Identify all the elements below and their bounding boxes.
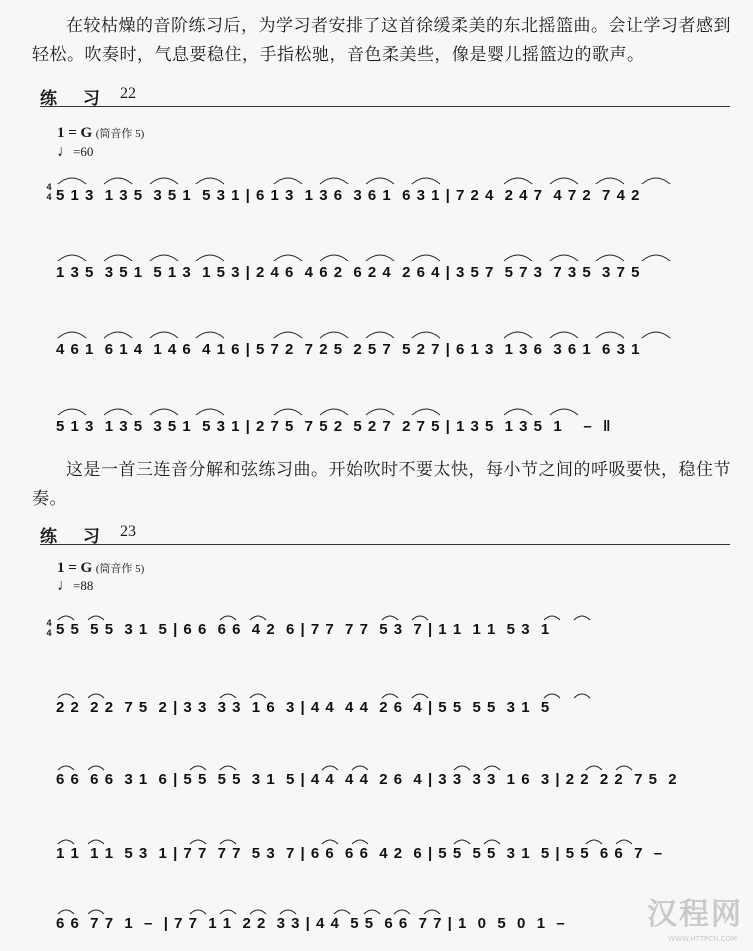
- tempo-value: =60: [73, 144, 94, 159]
- exercise-number: 22: [120, 85, 136, 102]
- time-signature-bottom: 4: [46, 628, 52, 638]
- key-note: (筒音作 5): [95, 128, 145, 140]
- tempo-marking: [57, 577, 93, 595]
- exercise-number: 23: [120, 523, 136, 540]
- score-row: [44, 324, 724, 368]
- notation-line: 6 6 6 6 3 1 6 | 5 5 5 5 3 1 5 | 4 4 4 4 2 6 4 | 3 3 3 3 1 6 3 | 2 2 2 2 7 5 2: [56, 771, 678, 788]
- exercise-23-header: [40, 522, 730, 545]
- notation-line: 4 6 1 6 1 4 1 4 6 4 1 6 | 5 7 2 7 2 5 2 5 7 5 2 7 | 6 1 3 1 3 6 3 6 1 6 3 1: [56, 341, 641, 358]
- score-row: [44, 401, 724, 445]
- time-signature-top: 4: [46, 182, 52, 192]
- notation-line: 1 1 1 1 5 3 1 | 7 7 7 7 5 3 7 | 6 6 6 6 4 2 6 | 5 5 5 5 3 1 5 | 5 5 6 6 7 –: [56, 845, 664, 862]
- exercise-22-header: [40, 84, 730, 107]
- tempo-marking: [57, 143, 93, 161]
- notation-line: 1 3 5 3 5 1 5 1 3 1 5 3 | 2 4 6 4 6 2 6 2 4 2 6 4 | 3 5 7 5 7 3 7 3 5 3 7 5: [56, 264, 641, 281]
- quarter-note-icon: ♩: [57, 577, 73, 594]
- watermark-logo: 汉程网: [647, 897, 743, 932]
- time-signature-top: 4: [46, 618, 52, 628]
- quarter-note-icon: ♩: [57, 143, 73, 160]
- score-row: [44, 606, 724, 650]
- time-signature: [44, 618, 54, 638]
- key-label: 1 = G: [57, 125, 93, 141]
- key-label: 1 = G: [57, 560, 93, 576]
- notation-line: 6 6 7 7 1 – | 7 7 1 1 2 2 3 3 | 4 4 5 5 6 6 7 7 | 1 0 5 0 1 –: [56, 915, 566, 932]
- time-signature: [44, 182, 54, 202]
- time-signature-bottom: 4: [46, 192, 52, 202]
- score-row: [44, 684, 724, 728]
- exercise-label: 练 习: [40, 89, 110, 109]
- score-row: [44, 247, 724, 291]
- score-row: [44, 756, 724, 800]
- score-row: [44, 170, 724, 214]
- notation-line: 5 1 3 1 3 5 3 5 1 5 3 1 | 2 7 5 7 5 2 5 2 7 2 7 5 | 1 3 5 1 3 5 1 – ‖: [56, 418, 612, 435]
- notation-line: 2 2 2 2 7 5 2 | 3 3 3 3 1 6 3 | 4 4 4 4 2 6 4 | 5 5 5 5 3 1 5: [56, 699, 551, 716]
- middle-paragraph: 这是一首三连音分解和弦练习曲。开始吹时不要太快，每小节之间的呼吸要快，稳住节奏。: [32, 460, 731, 509]
- notation-line: 5 1 3 1 3 5 3 5 1 5 3 1 | 6 1 3 1 3 6 3 6 1 6 3 1 | 7 2 4 2 4 7 4 7 2 7 4 2: [56, 187, 641, 204]
- tempo-value: =88: [73, 578, 94, 593]
- watermark-url: WWW.HTTPCN.COM: [668, 935, 737, 943]
- notation-line: 5 5 5 5 3 1 5 | 6 6 6 6 4 2 6 | 7 7 7 7 5 3 7 | 1 1 1 1 5 3 1: [56, 621, 551, 638]
- exercise-label: 练 习: [40, 527, 110, 547]
- key-signature: [57, 560, 144, 577]
- intro-paragraph: 在较枯燥的音阶练习后，为学习者安排了这首徐缓柔美的东北摇篮曲。会让学习者感到轻松。吹奏时，气息要稳住，手指松驰，音色柔美些，像是婴儿摇篮边的歌声。: [32, 16, 731, 65]
- score-row: [44, 830, 724, 874]
- key-signature: [57, 125, 144, 142]
- score-row: [44, 900, 724, 944]
- key-note: (筒音作 5): [95, 563, 145, 575]
